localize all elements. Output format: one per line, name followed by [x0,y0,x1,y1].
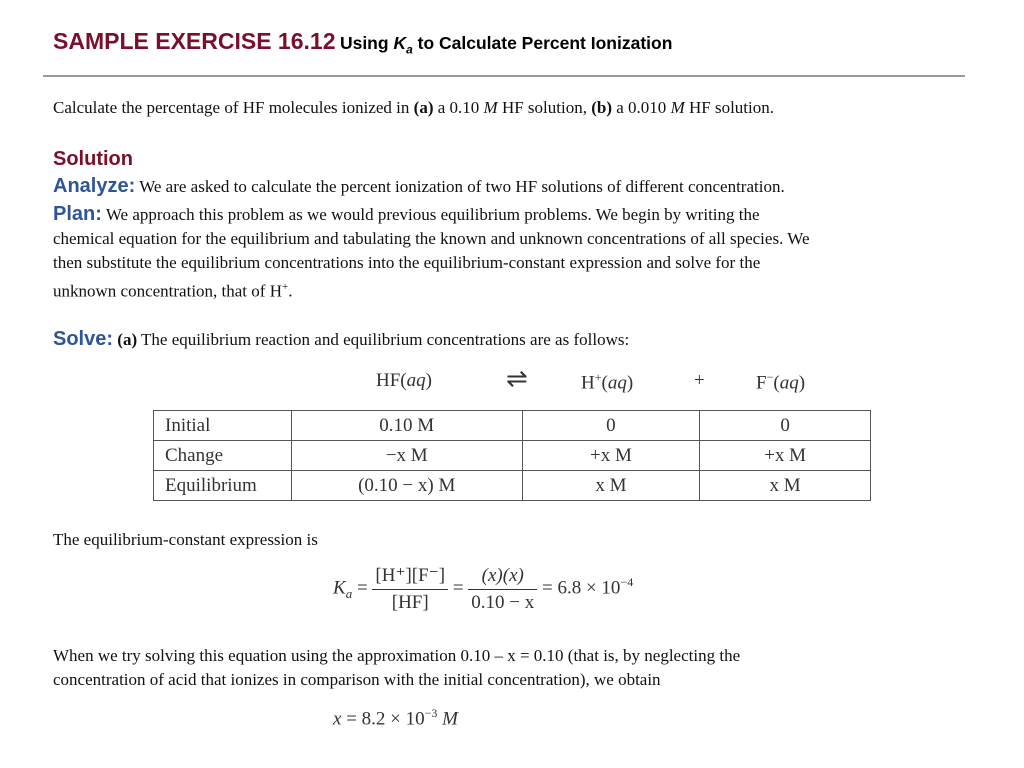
analyze-paragraph: Analyze: We are asked to calculate the percent ionization of two HF solutions of different concentration. [53,175,785,197]
table-cell: x M [700,471,871,501]
table-row [154,471,871,501]
problem-statement: Calculate the percentage of HF molecules ionized in (a) a 0.10 M HF solution, (b) a 0.010 M HF solution. [53,98,775,117]
table-cell: x M [522,471,700,501]
plus-sign: + [694,370,705,391]
page-title [53,28,672,57]
table-row [154,411,871,441]
solve-paragraph: Solve: (a) The equilibrium reaction and equilibrium concentrations are as follows: [53,328,630,350]
row-label: Equilibrium [154,471,292,501]
row-label: Initial [154,411,292,441]
table-cell: 0 [700,411,871,441]
fraction-concentrations: $\frac{[H^+][F^-]}{[HF]}$ [372,564,448,614]
product-f-minus: F−(aq) [756,370,806,394]
table-row [154,441,871,471]
ka-expression: $K_a$ = $\frac{[H^+][F^-]}{[HF]}$ = $\frac{(x)(x)}{0.10 - x}$ = $6.8 \times 10^{-4}$ [333,564,634,613]
exercise-subtitle: Using $K_a$ to Calculate Percent Ionization [339,33,673,57]
exercise-number: SAMPLE EXERCISE 16.12 [53,28,336,54]
equilibrium-arrow-icon: ⇌ [506,364,528,393]
approximation-paragraph: When we try solving this equation using the approximation 0.10 – x = 0.10 (that is, by neglecting the concentration of acid that ionizes in comparison with the initial concentration), we obtain [53,646,741,689]
solution-heading: Solution [53,148,133,170]
expression-intro: The equilibrium-constant expression is [53,530,318,549]
product-h-plus: H+(aq) [581,370,634,394]
plan-paragraph: Plan: We approach this problem as we would previous equilibrium problems. We begin by writing the chemical equation for the equilibrium and tabulating the known and unknown concentrations of all species. We then substitute the equilibrium concentrations into the equilibrium-constant expression and solve for the unknown concentration, that of H+. [53,203,810,301]
table-cell: 0.10 M [291,411,522,441]
table-cell: +x M [522,441,700,471]
table-cell: (0.10 − x) M [291,471,522,501]
ice-table [153,410,871,501]
fraction-x-terms: $\frac{(x)(x)}{0.10 - x}$ [468,565,537,614]
header-divider [43,75,965,77]
table-cell: +x M [700,441,871,471]
x-result: $x = 8.2 \times 10^{-3}$ M [333,706,458,730]
table-cell: −x M [291,441,522,471]
reactant-hf: HF(aq) [376,370,432,391]
table-cell: 0 [522,411,700,441]
row-label: Change [154,441,292,471]
